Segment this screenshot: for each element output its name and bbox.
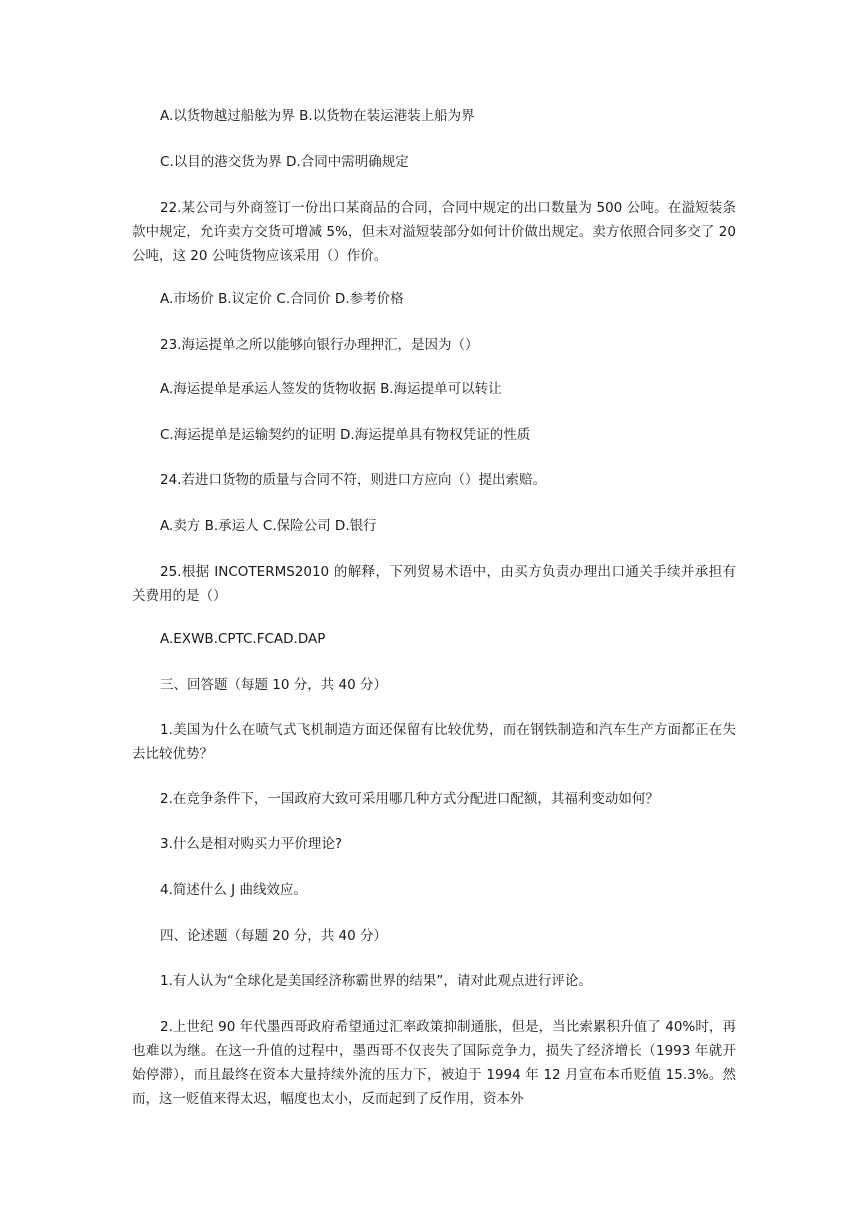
question-25: 25.根据 INCOTERMS2010 的解释，下列贸易术语中，由买方负责办理出口通关手续并承担有关费用的是（） [132,564,736,604]
section-heading-3: 三、回答题（每题 10 分，共 40 分） [160,677,388,693]
option-line-22: A.市场价 B.议定价 C.合同价 D.参考价格 [160,291,404,307]
answer-question-3: 3.什么是相对购买力平价理论? [160,836,343,852]
option-line-24: A.卖方 B.承运人 C.保险公司 D.银行 [160,518,377,534]
option-line-21ab: A.以货物越过船舷为界 B.以货物在装运港装上船为界 [160,108,475,124]
option-line-21cd: C.以目的港交货为界 D.合同中需明确规定 [160,154,409,170]
section-heading-4: 四、论述题（每题 20 分，共 40 分） [160,928,388,944]
question-23: 23.海运提单之所以能够向银行办理押汇，是因为（） [160,337,479,353]
answer-question-4: 4.简述什么 J 曲线效应。 [160,882,307,898]
essay-question-1: 1.有人认为“全球化是美国经济称霸世界的结果”，请对此观点进行评论。 [160,973,592,989]
essay-question-2: 2.上世纪 90 年代墨西哥政府希望通过汇率政策抑制通胀，但是，当比索累积升值了 40%时，再也难以为继。在这一升值的过程中，墨西哥不仅丧失了国际竞争力，损失了经济增长（1993 年就开始停滞），而且最终在资本大量持续外流的压力下，被迫于 1994 年 12 月宣布本币贬值 15.3%。然而，这一贬值来得太迟，幅度也太小，反而起到了反作用，资本外 [132,1019,736,1107]
option-line-23cd: C.海运提单是运输契约的证明 D.海运提单具有物权凭证的性质 [160,427,531,443]
option-line-23ab: A.海运提单是承运人签发的货物收据 B.海运提单可以转让 [160,381,502,397]
question-22: 22.某公司与外商签订一份出口某商品的合同，合同中规定的出口数量为 500 公吨。在溢短装条款中规定，允许卖方交货可增减 5%，但未对溢短装部分如何计价做出规定。卖方依照合同多交了 20 公吨，这 20 公吨货物应该采用（）作价。 [132,200,736,264]
question-24: 24.若进口货物的质量与合同不符，则进口方应向（）提出索赔。 [160,472,546,488]
answer-question-2: 2.在竞争条件下，一国政府大致可采用哪几种方式分配进口配额，其福利变动如何？ [160,791,659,807]
answer-question-1: 1.美国为什么在喷气式飞机制造方面还保留有比较优势，而在钢铁制造和汽车生产方面都正在失去比较优势？ [132,722,736,762]
option-line-25: A.EXWB.CPTC.FCAD.DAP [160,631,326,647]
